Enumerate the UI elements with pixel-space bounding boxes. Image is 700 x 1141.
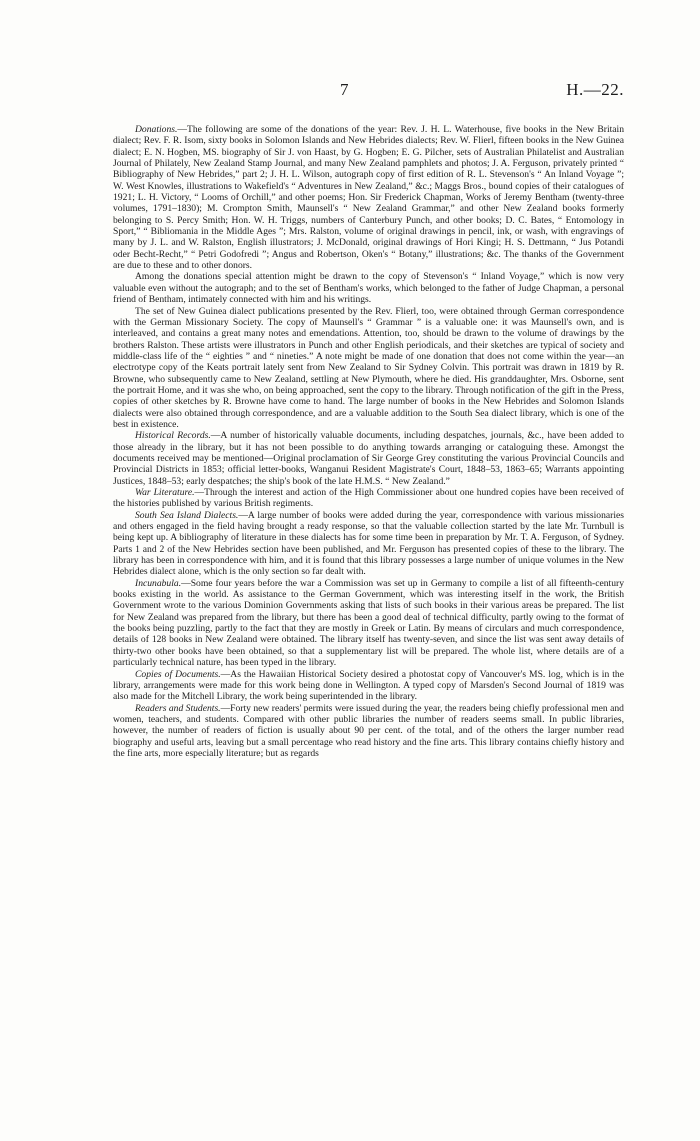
section-heading: South Sea Island Dialects. (135, 509, 239, 521)
section-heading: Donations. (135, 124, 178, 135)
page-number: 7 (340, 80, 349, 99)
paragraph-text: —The following are some of the donations of the year: Rev. J. H. L. Waterhouse, five books in the New Britain dialect; Rev. F. R. Isom, sixty books in Solomon Islands and New Hebrides dialects; Rev. W. Flierl, fifteen books in the New Guinea dialect; E. N. Hogben, MS. biography of Sir J. von Haast, by G. Hogben; E. G. Pilcher, sets of Australian Philatelist and Australian Journal of Philately, New Zealand Stamp Journal, and many New Zealand pamphlets and photos; J. A. Ferguson, privately printed “ Bibliography of New Hebrides,” part 2; J. H. L. Wilson, autograph copy of first edition of R. L. Stevenson's “ An Inland Voyage ”; W. West Knowles, illustrations to Wakefield's “ Adventures in New Zealand,” &c.; Maggs Bros., bound copies of their catalogues of 1921; L. H. Victory, “ Looms of Orchill,” and other poems; Hon. Sir Frederick Chapman, Works of Jeremy Bentham (twenty-three volumes, 1791–1830); M. Crompton Smith, Maunsell's “ New Zealand Grammar,” and other New Zealand books formerly belonging to S. Percy Smith; Hon. W. H. Triggs, numbers of Canterbury Punch, and other books; D. C. Bates, “ Entomology in Sport,” “ Bibliomania in the Middle Ages ”; Mrs. Ralston, volume of original drawings in pencil, ink, or wash, with engravings of many by J. L. and W. Ralston, English illustrators; J. McDonald, original drawings of Hori Kingi; H. S. Dettmann, “ Jus Potandi oder Becht-Recht,” “ Petri Godofredi ”; Angus and Robertson, Oken's “ Botany,” illustrations; &c. The thanks of the Government are due to these and to other donors. (113, 124, 624, 272)
paragraph-copies-of-documents (113, 669, 624, 703)
paragraph-readers-and-students (113, 703, 624, 760)
paragraph-text: —As the Hawaiian Historical Society desired a photostat copy of Vancouver's MS. log, which is in the library, arrangements were made for this work being done in Wellington. A typed copy of Marsden's Second Journal of 1819 was also made for the Mitchell Library, the work being superintended in the library. (113, 668, 624, 703)
paragraph-donations-attention (113, 271, 624, 305)
section-heading: Historical Records. (135, 430, 211, 442)
section-heading: War Literature. (135, 487, 195, 498)
paragraph-new-guinea-set (113, 306, 624, 431)
paragraph-incunabula (113, 578, 624, 669)
page-header (0, 80, 700, 104)
paragraph-donations (113, 124, 624, 271)
paragraph-text: —Forty new readers' permits were issued during the year, the readers being chiefly professional men and women, teachers, and students. Compared with other public libraries the number of readers seems small. In public libraries, however, the number of readers of fiction is usually about 90 per cent. of the total, and of the others the larger number read biography and useful arts, leaving but a small percentage who read history and the fine arts. This library contains chiefly history and the fine arts, more especially literature; but as regards (113, 702, 624, 759)
section-heading: Incunabula. (135, 577, 182, 589)
paragraph-text: —A large number of books were added during the year, correspondence with various missionaries and others engaged in the field having brought a ready response, so that the valuable collection started by the late Mr. Turnbull is being kept up. A bibliography of literature in these dialects has for some time been in preparation by Mr. T. A. Ferguson, of Sydney. Parts 1 and 2 of the New Hebrides section have been published, and Mr. Ferguson has presented copies of these to the library. The library has been in correspondence with him, and it is found that this library possesses a large number of unique volumes in the New Hebrides dialect alone, which is the only section so far dealt with. (113, 509, 624, 578)
paragraph-war-literature (113, 487, 624, 510)
paragraph-historical-records (113, 430, 624, 487)
paragraph-text: Among the donations special attention might be drawn to the copy of Stevenson's “ Inland Voyage,” which is now very valuable even without the autograph; and to the set of Bentham's works, which belonged to the father of Judge Chapman, a personal friend of Bentham, intimately connected with him and his writings. (113, 271, 624, 306)
document-reference: H.—22. (566, 80, 624, 99)
report-body (113, 124, 624, 759)
paragraph-text: —A number of historically valuable documents, including despatches, journals, &c., have been added to those already in the library, but it has not been possible to do anything towards arranging or cataloguing these. Amongst the documents received may be mentioned—Original proclamation of Sir George Grey constituting the various Provincial Councils and Provincial Districts in 1853; official letter-books, Wanganui Resident Magistrate's Court, 1848–53, 1863–65; Warrants appointing Justices, 1848–53; early despatches; the ship's book of the late H.M.S. “ New Zealand.” (113, 430, 624, 487)
paragraph-text: —Some four years before the war a Commission was set up in Germany to compile a list of all fifteenth-century books existing in the world. As assistance to the German Government, which was interesting itself in the work, the British Government wrote to the various Dominion Governments asking that lists of such books in their various areas be prepared. The list for New Zealand was prepared from the library, but there has been a good deal of technical difficulty, partly owing to the format of the books being puzzling, partly to the fact that they are mostly in Greek or Latin. By means of circulars and much correspondence, details of 128 books in New Zealand were obtained. The library itself has twenty-seven, and since the list was sent away details of thirty-two other books have been obtained, so that a supplementary list will be prepared. The whole list, where details are of a particularly technical nature, has been typed in the library. (113, 577, 624, 669)
paragraph-south-sea-dialects (113, 510, 624, 578)
paragraph-text: The set of New Guinea dialect publications presented by the Rev. Flierl, too, were obtained through German correspondence with the German Missionary Society. The copy of Maunsell's “ Grammar ” is a valuable one: it was Maunsell's own, and is interleaved, and contains a great many notes and emendations. Attention, too, should be drawn to the volume of drawings by the brothers Ralston. These artists were illustrators in Punch and other English periodicals, and their sketches are typical of society and middle-class life of the “ eighties ” and “ nineties.” A note might be made of one donation that does not come within the year—an electrotype copy of the Keats portrait lately sent from New Zealand to Sir Sydney Colvin. This portrait was drawn in 1819 by R. Browne, who subsequently came to New Zealand, settling at New Plymouth, where he died. His granddaughter, Mrs. Osborne, sent the portrait Home, and it was she who, on being approached, sent the copy to the library. Through notification of the gift in the Press, copies of other sketches by R. Browne have come to hand. The large number of books in the New Hebrides and Solomon Islands dialects were also obtained through correspondence, and are a valuable addition to the South Sea dialect library, which is one of the best in existence. (113, 305, 625, 430)
paragraph-text: —Through the interest and action of the High Commissioner about one hundred copies have been received of the histories published by various British regiments. (113, 487, 624, 510)
section-heading: Readers and Students. (135, 702, 221, 714)
section-heading: Copies of Documents. (135, 668, 221, 680)
